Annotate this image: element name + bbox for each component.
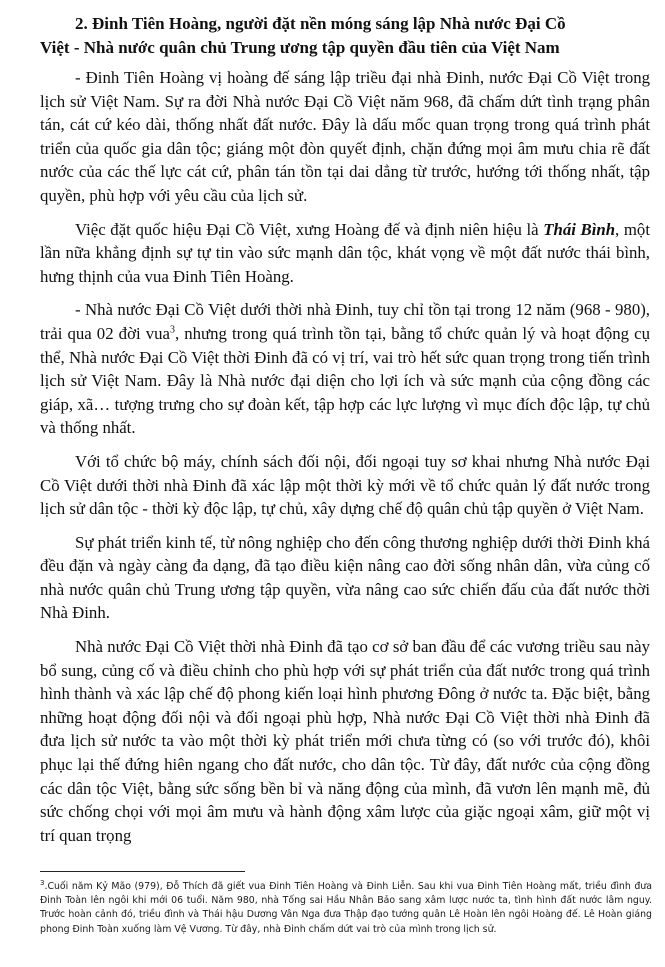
paragraph-dinh-state-start: - Nhà nước Đại Cồ Việt dưới thời nhà Đinh, tuy chỉ tồn tại trong 12 năm (968 - 980), trải qua 02 đời vua bbox=[40, 300, 650, 343]
footnote-marker: 3 bbox=[40, 878, 45, 887]
heading-line-1: 2. Đinh Tiên Hoàng, người đặt nền móng sáng lập Nhà nước Đại Cồ bbox=[75, 14, 566, 33]
heading-line-2: Việt - Nhà nước quân chủ Trung ương tập quyền đầu tiên của Việt Nam bbox=[40, 38, 560, 57]
paragraph-state-name-end: , một lần nữa khẳng định sự tự tin vào sức mạnh dân tộc, khát vọng về một đất nước thái bình, hưng thịnh của vua Đinh Tiên Hoàng. bbox=[40, 219, 650, 286]
era-name-emphasis: Thái Bình bbox=[543, 219, 616, 239]
footnote bbox=[40, 880, 652, 937]
paragraph-economy: Sự phát triển kinh tế, từ nông nghiệp cho đến công thương nghiệp dưới thời Đinh khá đều đặn và ngày càng đa dạng, đã tạo điều kiện nâng cao đời sống nhân dân, vừa củng cố nhà nước quân chủ Trung ương tập quyền, vừa nâng cao sức chiến đấu của đất nước thời Nhà Đinh. bbox=[40, 532, 650, 623]
paragraph-dinh-state-end: , nhưng trong quá trình tồn tại, bằng tổ chức quản lý và hoạt động cụ thể, Nhà nước Đại Cồ Việt thời Đinh đã có vị trí, vai trò hết sức quan trọng trong tiến trình lịch sử Việt Nam. Đây là Nhà nước đại diện cho lợi ích và sức mạnh của cộng đồng các giáp, xã… tượng trưng cho sự đoàn kết, tập hợp các lực lượng vì mục đích độc lập, tự chủ và thống nhất. bbox=[40, 323, 650, 438]
paragraph-dinh-state bbox=[40, 298, 650, 440]
body-text bbox=[40, 66, 650, 855]
paragraph-legacy: Nhà nước Đại Cồ Việt thời nhà Đinh đã tạo cơ sở ban đầu để các vương triều sau này bổ sung, củng cố và điều chỉnh cho phù hợp với sự phát triển của đất nước trong quá trình hình thành và xác lập chế độ phong kiến loại hình phương Đông ở nước ta. Đặc biệt, bằng những hoạt động đối nội và đối ngoại phù hợp, Nhà nước Đại Cồ Việt thời nhà Đinh đã đưa lịch sử nước ta vào một thời kỳ phát triển mới chưa từng có (so với trước đó), khôi phục lại thế đứng hiên ngang cho đất nước, cho dân tộc. Từ đây, đất nước của cộng đồng các dân tộc Việt, bằng sức sống bền bỉ và năng động của mình, đã vươn lên mạnh mẽ, đủ sức chống chọi với mọi âm mưu và hành động xâm lược của giặc ngoại xâm, giữ một vị trí quan trọng bbox=[40, 637, 650, 845]
paragraph-state-name bbox=[40, 218, 650, 289]
footnote-divider bbox=[40, 871, 245, 872]
section-heading bbox=[40, 12, 640, 60]
footnote-reference[interactable]: 3 bbox=[169, 324, 175, 336]
paragraph-organization: Với tổ chức bộ máy, chính sách đối nội, đối ngoại tuy sơ khai nhưng Nhà nước Đại Cồ Việt dưới thời nhà Đinh đã xác lập một thời kỳ mới về tổ chức quản lý đất nước trong lịch sử dân tộc - thời kỳ độc lập, tự chủ, xây dựng chế độ quân chủ tập quyền ở Việt Nam. bbox=[40, 451, 650, 519]
paragraph-state-name-start: Việc đặt quốc hiệu Đại Cồ Việt, xưng Hoàng đế và định niên hiệu là bbox=[75, 219, 544, 239]
paragraph-founding: - Đinh Tiên Hoàng vị hoàng đế sáng lập triều đại nhà Đinh, nước Đại Cồ Việt trong lịch sử Việt Nam. Sự ra đời Nhà nước Đại Cồ Việt năm 968, đã chấm dứt tình trạng phân tán, cát cứ kéo dài, thống nhất đất nước. Đây là dấu mốc quan trọng trong quá trình phát triển của quốc gia dân tộc; giáng một đòn quyết định, chặn đứng mọi âm mưu chia rẽ đất nước của các thế lực cát cứ, phân tán tồn tại dai dẳng từ trước, hướng tới thống nhất, tập quyền, phù hợp với yêu cầu của lịch sử. bbox=[40, 68, 650, 205]
footnote-text: .Cuối năm Kỷ Mão (979), Đỗ Thích đã giết vua Đinh Tiên Hoàng và Đinh Liễn. Sau khi vua Đinh Tiên Hoàng mất, triều đình đưa Đinh Toàn lên ngôi khi mới 06 tuổi. Năm 980, nhà Tống sai Hầu Nhân Bảo sang xâm lược nước ta, tình hình đất nước lâm nguy. Trước hoàn cảnh đó, triều đình và Thái hậu Dương Vân Nga đưa Thập đạo tướng quân Lê Hoàn lên ngôi Hoàng đế. Lê Hoàn giáng phong Đinh Toàn xuống làm Vệ Vương. Từ đây, nhà Đinh chấm dứt vai trò của mình trong lịch sử. bbox=[40, 881, 652, 935]
